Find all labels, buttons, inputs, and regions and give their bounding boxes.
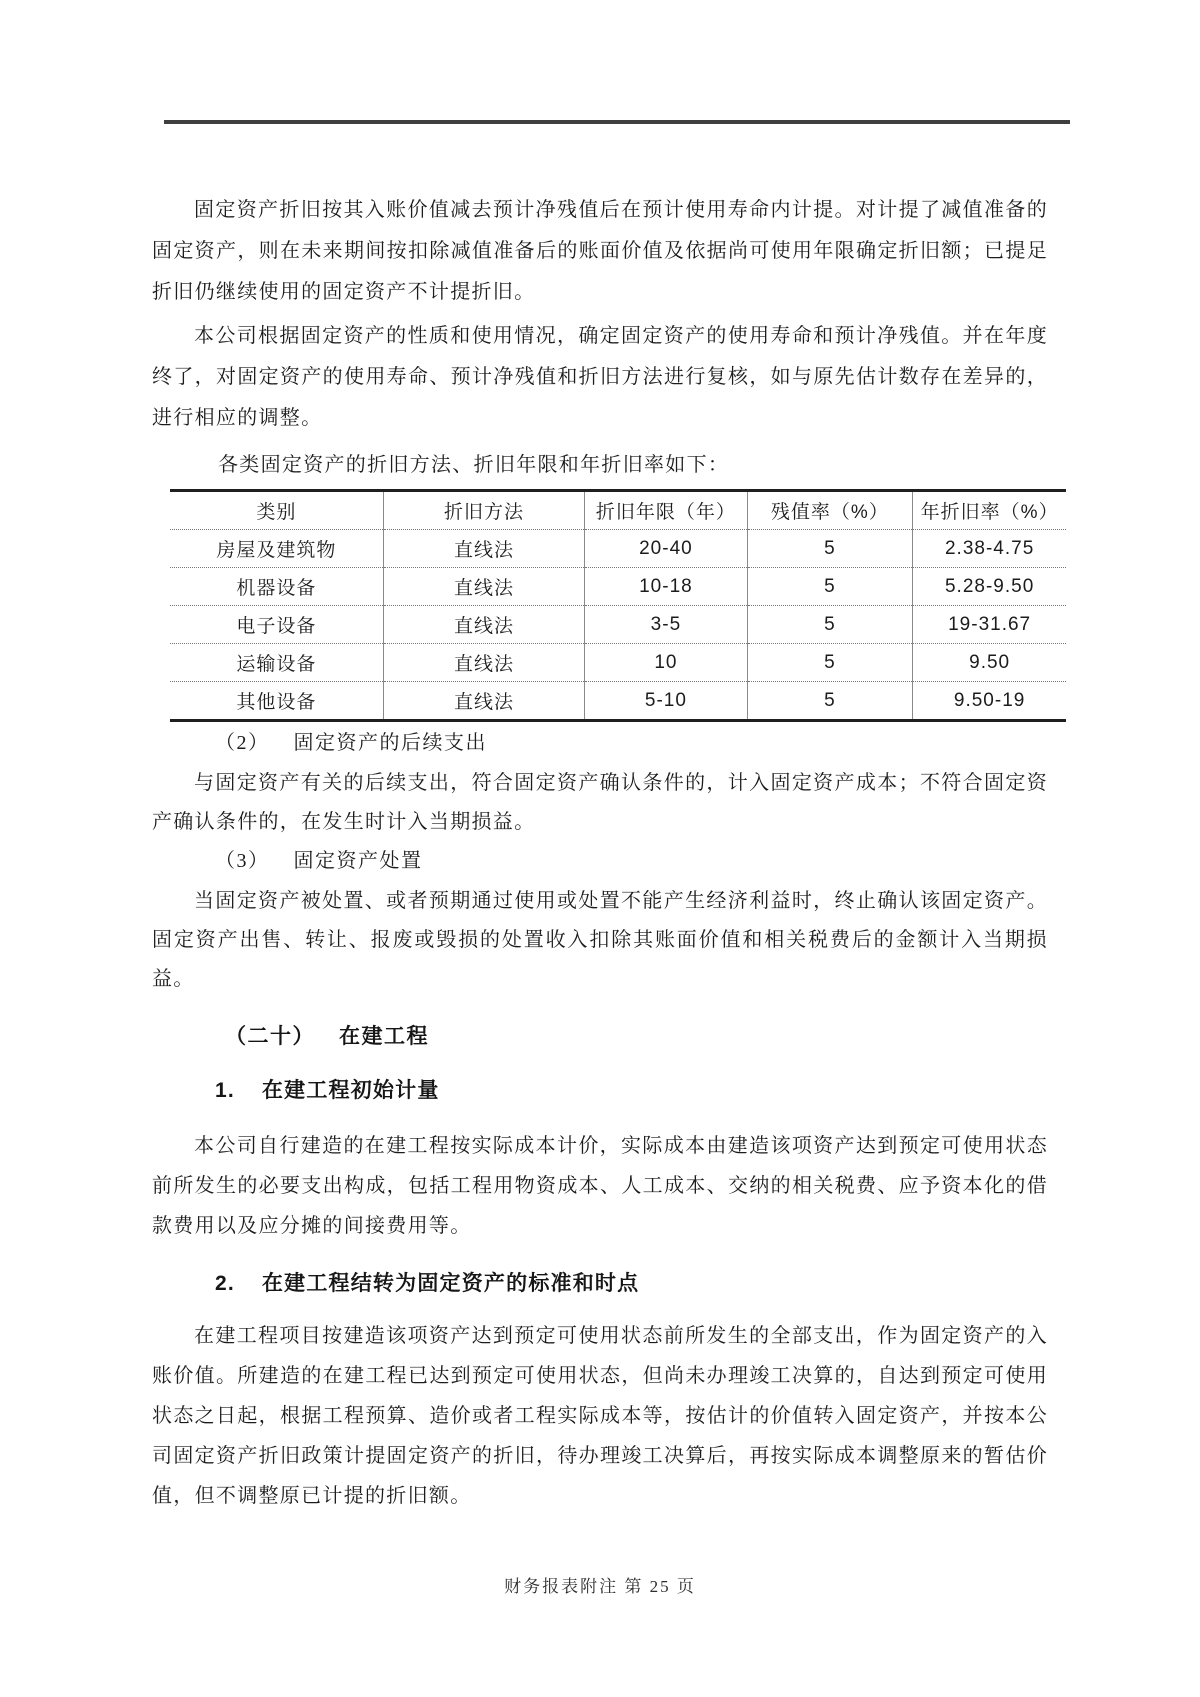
cell-useful-life: 10: [585, 644, 747, 682]
cell-method: 直线法: [383, 568, 585, 606]
subheading-disposal: [152, 844, 1111, 873]
section-number: （二十）: [225, 1025, 315, 1048]
cell-residual-rate: 5: [747, 606, 913, 644]
cell-method: 直线法: [383, 530, 585, 568]
section-heading-construction-in-progress: [152, 1020, 1121, 1050]
cell-residual-rate: 5: [747, 568, 913, 606]
cell-method: 直线法: [383, 682, 585, 721]
cell-useful-life: 20-40: [585, 530, 747, 568]
cell-method: 直线法: [383, 644, 585, 682]
table-row: [170, 644, 1066, 682]
col-header-annual-rate: 年折旧率（%）: [920, 502, 1059, 523]
cell-residual-rate: 5: [747, 682, 913, 721]
paragraph-cip-transfer: 在建工程项目按建造该项资产达到预定可使用状态前所发生的全部支出，作为固定资产的入账价值。所建造的在建工程已达到预定可使用状态，但尚未办理竣工决算的，自达到预定可使用状态之日起，根据工程预算、造价或者工程实际成本等，按估计的价值转入固定资产，并按本公司固定资产折旧政策计提固定资产的折旧，待办理竣工决算后，再按实际成本调整原来的暂估价值，但不调整原已计提的折旧额。: [152, 1325, 1048, 1507]
cell-category: 房屋及建筑物: [170, 530, 383, 568]
heading-initial-measurement: [152, 1074, 1111, 1104]
cell-category: 其他设备: [170, 682, 383, 721]
cell-residual-rate: 5: [747, 644, 913, 682]
cell-annual-rate: 9.50-19: [913, 682, 1066, 721]
table-row: [170, 568, 1066, 606]
table-intro-line: 各类固定资产的折旧方法、折旧年限和年折旧率如下：: [218, 454, 730, 476]
page-footer: 财务报表附注 第 25 页: [504, 1577, 696, 1596]
subheading-title: 固定资产的后续支出: [293, 732, 487, 754]
cell-category: 电子设备: [170, 606, 383, 644]
col-header-residual-rate: 残值率（%）: [747, 491, 913, 530]
table-row: [170, 606, 1066, 644]
cell-annual-rate: 5.28-9.50: [913, 568, 1066, 606]
heading-title: 在建工程结转为固定资产的标准和时点: [261, 1272, 640, 1295]
cell-useful-life: 10-18: [585, 568, 747, 606]
paragraph-disposal: 当固定资产被处置、或者预期通过使用或处置不能产生经济利益时，终止确认该固定资产。固定资产出售、转让、报废或毁损的处置收入扣除其账面价值和相关税费后的金额计入当期损益。: [152, 890, 1048, 990]
header-rule: [164, 120, 1070, 124]
cell-annual-rate: 9.50: [913, 644, 1066, 682]
subheading-title: 固定资产处置: [293, 850, 423, 872]
cell-annual-rate: 2.38-4.75: [913, 530, 1066, 568]
col-header-category: 类别: [170, 491, 383, 530]
heading-title: 在建工程初始计量: [261, 1079, 440, 1102]
cell-useful-life: 3-5: [585, 606, 747, 644]
table-header-row: [170, 491, 1066, 530]
table-row: [170, 530, 1066, 568]
cell-annual-rate: 19-31.67: [913, 606, 1066, 644]
subheading-subsequent-expenditure: [152, 726, 1111, 755]
paragraph-depreciation-basis: 固定资产折旧按其入账价值减去预计净残值后在预计使用寿命内计提。对计提了减值准备的固定资产，则在未来期间按扣除减值准备后的账面价值及依据尚可使用年限确定折旧额；已提足折旧仍继续使用的固定资产不计提折旧。: [152, 199, 1048, 303]
cell-method: 直线法: [383, 606, 585, 644]
heading-number: 1.: [215, 1079, 235, 1102]
col-header-useful-life: 折旧年限（年）: [585, 491, 747, 530]
paragraph-subsequent-expenditure: 与固定资产有关的后续支出，符合固定资产确认条件的，计入固定资产成本；不符合固定资产确认条件的，在发生时计入当期损益。: [152, 772, 1048, 833]
paragraph-depreciation-review: 本公司根据固定资产的性质和使用情况，确定固定资产的使用寿命和预计净残值。并在年度终了，对固定资产的使用寿命、预计净残值和折旧方法进行复核，如与原先估计数存在差异的，进行相应的调整。: [152, 325, 1048, 429]
cell-residual-rate: 5: [747, 530, 913, 568]
table-row: [170, 682, 1066, 721]
heading-number: 2.: [215, 1272, 235, 1295]
heading-transfer-criteria: [152, 1267, 1111, 1297]
subheading-number: （3）: [215, 850, 270, 872]
depreciation-table: [170, 489, 1066, 722]
cell-category: 机器设备: [170, 568, 383, 606]
paragraph-cip-initial-measurement: 本公司自行建造的在建工程按实际成本计价，实际成本由建造该项资产达到预定可使用状态前所发生的必要支出构成，包括工程用物资成本、人工成本、交纳的相关税费、应予资本化的借款费用以及应分摊的间接费用等。: [152, 1135, 1048, 1237]
section-title: 在建工程: [339, 1025, 429, 1048]
cell-category: 运输设备: [170, 644, 383, 682]
subheading-number: （2）: [215, 732, 270, 754]
col-header-method: 折旧方法: [383, 491, 585, 530]
cell-useful-life: 5-10: [585, 682, 747, 721]
